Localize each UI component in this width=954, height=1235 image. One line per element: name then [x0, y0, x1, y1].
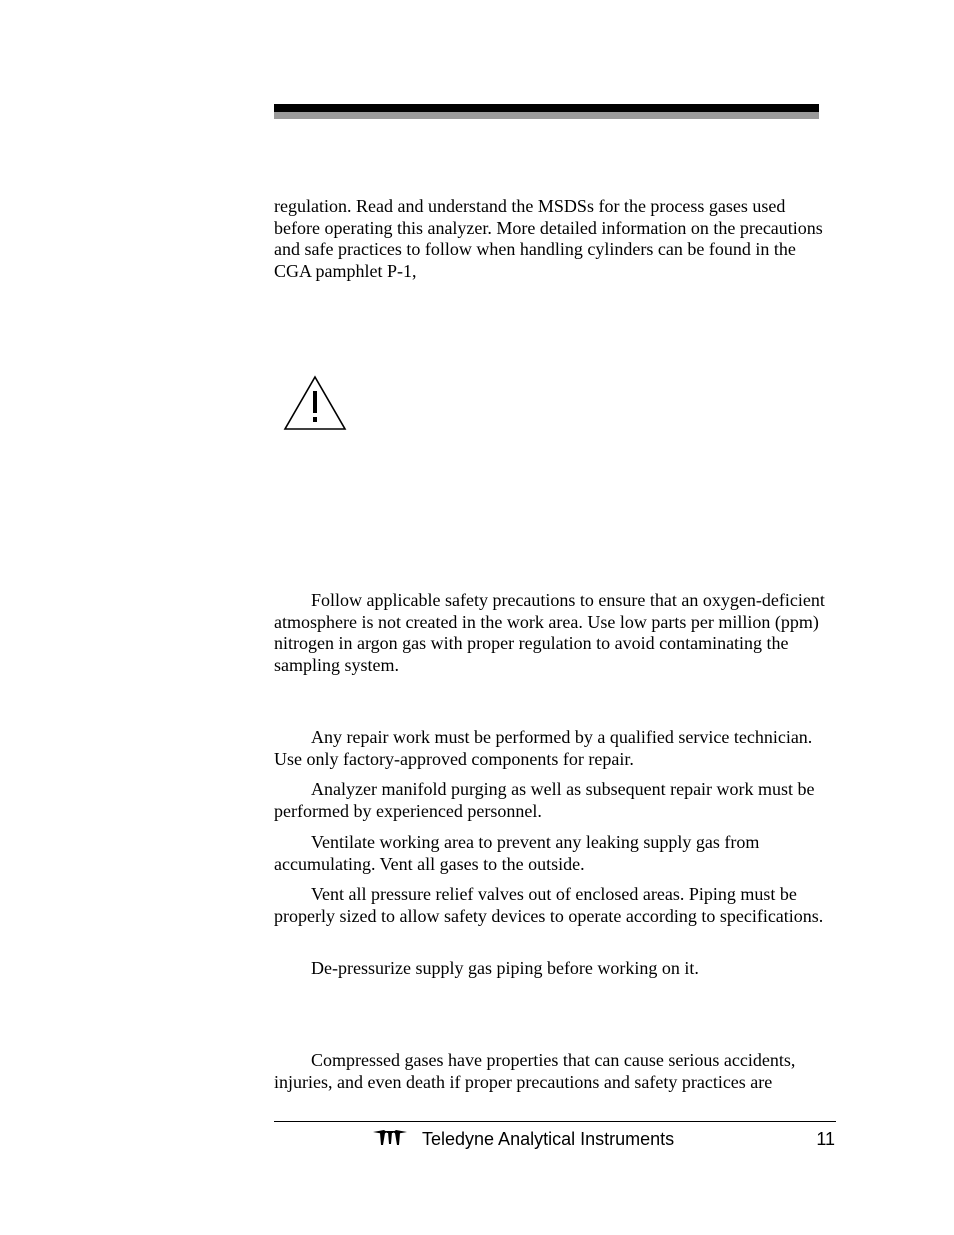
- paragraph-depressurize: De-pressurize supply gas piping before working on it.: [311, 958, 699, 978]
- header-rule-gray: [274, 112, 819, 119]
- footer-company-name: Teledyne Analytical Instruments: [422, 1129, 675, 1149]
- teledyne-logo-icon: [372, 1128, 408, 1146]
- header-rule-black: [274, 104, 819, 112]
- paragraph-msds: regulation. Read and understand the MSDSs for the process gases used before operating this analyzer. More detailed information on the precautions and safe practices to follow when handling cylinders can be found in the CGA pamphlet P-1,: [274, 196, 823, 281]
- paragraph-ventilate: Ventilate working area to prevent any leaking supply gas from accumulating. Vent all gases to the outside.: [274, 832, 760, 874]
- paragraph-compressed-gases: Compressed gases have properties that can cause serious accidents, injuries, and even death if proper precautions and safety practices are: [274, 1050, 796, 1092]
- paragraph-oxygen-deficient: Follow applicable safety precautions to ensure that an oxygen-deficient atmosphere is not created in the work area. Use low parts per million (ppm) nitrogen in argon gas with proper regulation to avoid contaminating the sampling system.: [274, 590, 825, 675]
- paragraph-relief-valves: Vent all pressure relief valves out of enclosed areas. Piping must be properly sized to allow safety devices to operate according to specifications.: [274, 884, 824, 926]
- paragraph-repair-technician: Any repair work must be performed by a qualified service technician. Use only factory-approved components for repair.: [274, 727, 813, 769]
- footer-rule: [274, 1121, 836, 1122]
- warning-triangle-icon: [283, 374, 347, 432]
- paragraph-manifold-purging: Analyzer manifold purging as well as subsequent repair work must be performed by experienced personnel.: [274, 779, 815, 821]
- footer-page-number: 11: [816, 1129, 835, 1149]
